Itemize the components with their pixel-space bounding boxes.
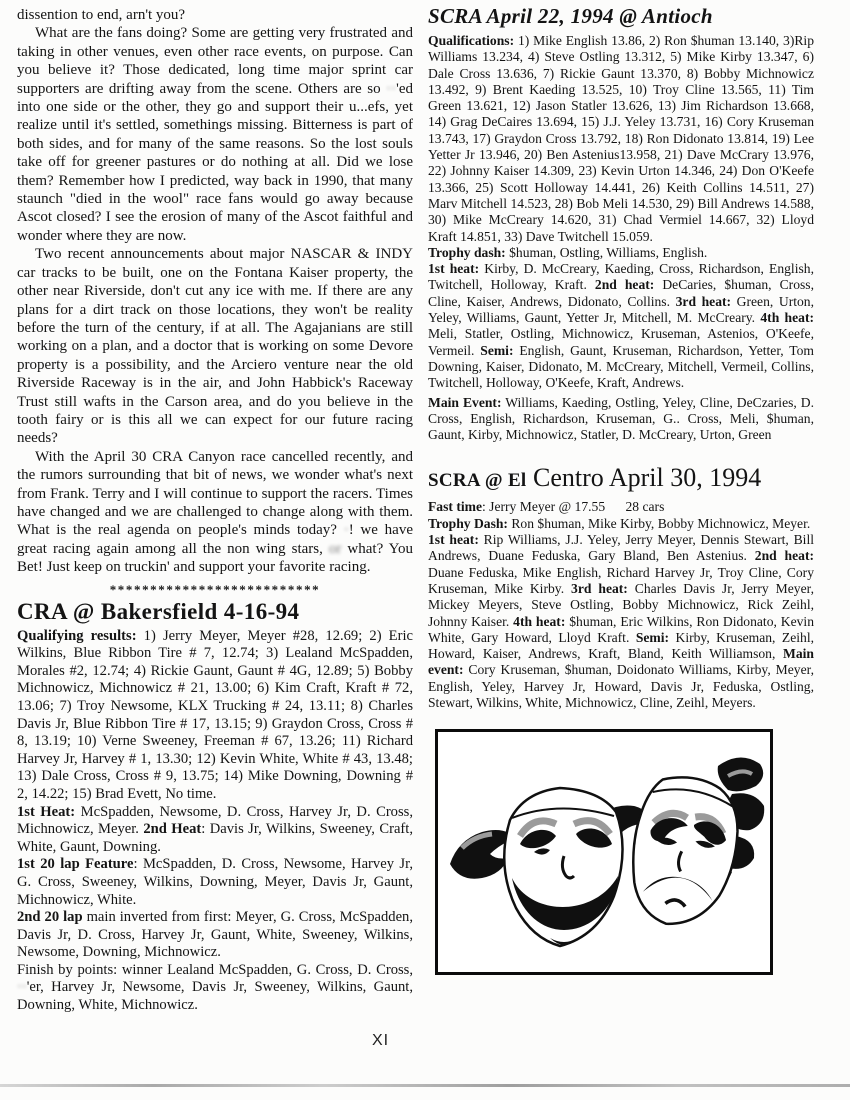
el-centro-heading-rest: Centro April 30, 1994	[526, 463, 762, 493]
el-centro-trophy-dash: Trophy Dash: Ron $human, Mike Kirby, Bobby Michnowicz, Meyer.	[428, 515, 811, 531]
antioch-heats: 1st heat: Kirby, D. McCreary, Kaeding, Cross, Richardson, English, Twitchell, Holloway, Kraft. 2nd heat: DeCaries, $human, Cross, Cline, Kaiser, Andrews, Didonato, Collins. 3rd heat: Green, Urton, Yeley, Williams, Gaunt, Yetter Jr, Mitchell, M. McCreary. 4th heat: Meli, Statler, Ostling, Michnowicz, Kruseman, Astenios, O'Keefe, Vermeil. Semi: English, Gaunt, Kruseman, Richardson, Yetter, Tom Downing, Kaiser, Didonato, M. McCreary, Mitchell, Vermeil, Collins, Twitchell, Holloway, O'Keefe, Kraft, Andrews.	[428, 261, 815, 391]
intro-paragraph-tracks: Two recent announcements about major NASCAR & INDY car tracks to be built, one on the Fontana Kaiser property, the other near Riverside, don't cut any ice with me. If there are any plans for a dirt track on those locations, they won't be reality before the turn of the century, if at all. The Agajanians are still working on a plan, and a doctor that is working on some Devore property is a possibility, and the Arciero venture near the old Riverside Raceway is in the air, and John Habbick's Raceway Trust still wafts in the Carson area, and do you believe in the tooth fairy or is this all we can expect for our future racing needs?	[17, 246, 413, 447]
el-centro-heading	[428, 463, 814, 496]
el-centro-heats: 1st heat: Rip Williams, J.J. Yeley, Jerry Meyer, Dennis Stewart, Bill Andrews, Duane Feduska, Gary Bland, Ben Astenius. 2nd heat: Duane Feduska, Mike English, Richard Harvey Jr, Troy Cline, Cory Kruseman, Mike Kirby. 3rd heat: Charles Davis Jr, Jerry Meyer, Mickey Meyers, Steve Ostling, Bobby Michnowicz, Rick Zeihl, Johnny Kaiser. 4th heat: $human, Eric Wilkins, Ron Didonato, Kevin White, Gary Howard, Lloyd Kraft. Semi: Kirby, Kruseman, Zeihl, Howard, Kaiser, Andrews, Kraft, Bland, Keith Williamson, Main event: Cory Kruseman, $human, Doidonato Williams, Kirby, Meyer, English, Yeley, Harvey Jr, Howard, Davis Jr, Feduska, Ostling, Stewart, Wilkins, White, Michnowicz, Cline, Zeihl, Meyers.	[428, 532, 815, 710]
page-number: XI	[372, 1032, 390, 1049]
el-centro-fast-time: Fast time: Jerry Meyer @ 17.55 28 cars	[428, 499, 665, 515]
antioch-trophy-dash: Trophy dash: $human, Ostling, Williams, English.	[428, 244, 708, 260]
antioch-qualifications: Qualifications: 1) Mike English 13.86, 2) Ron $human 13.140, 3)Rip Williams 13.234, 4) Steve Ostling 13.312, 5) Mike Kirby 13.347, 6) Dale Cross 13.636, 7) Rickie Gaunt 13.370, 8) Bobby Michnowicz 13.492, 9) Brent Kaeding 13.525, 10) Troy Cline 13.565, 11) Tim Green 13.621, 12) Jason Statler 13.626, 13) Jim Richardson 13.668, 14) Grag DeCaires 13.694, 15) J.J. Yeley 13.731, 16) Cory Kruseman 13.743, 17) Graydon Cross 13.792, 18) Ron Didonato 13.814, 19) Lee Yetter Jr 13.946, 20) Ben Astenius13.958, 21) Dave McCrary 13.976, 22) Johnny Kaiser 14.309, 23) Kevin Urton 14.346, 24) Don O'Keefe 13.366, 25) Scott Holloway 14.441, 26) Keith Collins 14.511, 27) Marv Mitchell 14.523, 28) Bob Meli 14.530, 29) Bill Andrews 14.588, 30) Mike McCreary 14.620, 31) Chad Vermiel 14.667, 32) Lloyd Kraft 14.851, 33) Dave Twitchell 15.059.	[428, 33, 814, 244]
comedy-tragedy-masks-image	[435, 729, 773, 975]
bakersfield-heading: CRA @ Bakersfield 4-16-94	[17, 598, 300, 624]
bakersfield-qualifying-results: Qualifying results: 1) Jerry Meyer, Meyer #28, 12.69; 2) Eric Wilkins, Blue Ribbon Tire # 7, 12.74; 3) Lealand McSpadden, Morales #2, 12.74; 4) Rickie Gaunt, Gaunt # 4G, 12.89; 5) Bobby Michnowicz, Michnowicz # 21, 13.00; 6) Kim Craft, Kraft # 72, 13.06; 7) Troy Newsome, KLX Trucking # 24, 13.11; 8) Charles Davis Jr, Blue Ribbon Tire # 17, 13.15; 9) Graydon Cross, Cross # 8, 13.19; 10) Verne Sweeney, Freeman # 67, 13.26; 11) Richard Harvey Jr, Harvey # 1, 13.30; 12) Kevin White, White # 43, 13.48; 13) Dale Cross, Cross # 9, 13.75; 14) Mike Downing, Downing # 2, 14.22; 15) Brad Evett, No time.	[17, 627, 413, 802]
scan-edge-line	[0, 1084, 850, 1087]
bakersfield-finish-by-points: Finish by points: winner Lealand McSpadden, G. Cross, D. Cross, ··'er, Harvey Jr, Newsome, Davis Jr, Sweeney, Wilkins, Gaunt, Downing, White, Michnowicz.	[17, 961, 413, 1014]
bakersfield-first-feature: 1st 20 lap Feature: McSpadden, D. Cross, Newsome, Harvey Jr, G. Cross, Sweeney, Wilkins, Downing, Meyer, Davis Jr, Gaunt, Michnowicz, White.	[17, 856, 413, 908]
intro-paragraph-fans: What are the fans doing? Some are getting very frustrated and taking in other venues, even other race events, on purpose. Can you believe it? Those dedicated, long time major sprint car supporters are drifting away from the scene. Others are so ··'ed into one side or the other, they go and support their u...efs, yet realize until it's settled, somethings missing. Bitterness is part of both sides, and for many of the same reasons. So the lost souls take off for greener pastures or do nothing at all. Did we lose them? Remember how I predicted, way back in 1990, that many staunch "died in the wool" race fans would go away because Ascot closed? I see the erosion of many of the Ascot faithful and wonder where they are now.	[17, 25, 413, 244]
bakersfield-heats: 1st Heat: McSpadden, Newsome, D. Cross, Harvey Jr, D. Cross, Michnowicz, Meyer. 2nd Heat: Davis Jr, Wilkins, Sweeney, Craft, White, Gaunt, Downing.	[17, 803, 413, 855]
comedy-tragedy-masks-illustration	[438, 732, 770, 972]
asterisk-divider: **************************	[109, 581, 321, 597]
intro-paragraph-canyon: With the April 30 CRA Canyon race cancelled recently, and the rumors surrounding that bit of news, we wonder what's next from Frank. Terry and I will continue to support the racers. Times have changed and we are challenged to change along with them. What is the real agenda on people's minds today? ·! we have great racing again among all the non wing stars, or what? You Bet! Just keep on truckin' and support your favorite racing.	[17, 448, 414, 576]
bakersfield-second-feature: 2nd 20 lap main inverted from first: Meyer, G. Cross, McSpadden, Davis Jr, D. Cross, Harvey Jr, Gaunt, White, Sweeney, Wilkins, Newsome, Downing, Michnowicz.	[17, 909, 414, 961]
antioch-main-event: Main Event: Williams, Kaeding, Ostling, Yeley, Cline, DeCzaries, D. Cross, English, Richardson, Kruseman, G.. Cross, Meli, $human, Gaunt, Kirby, Michnowicz, Statler, D. McCreary, Urton, Green	[428, 394, 815, 443]
left-column	[17, 6, 413, 1015]
right-column	[428, 2, 814, 975]
el-centro-heading-lead: SCRA @ El	[428, 470, 527, 492]
antioch-heading: SCRA April 22, 1994 @ Antioch	[428, 4, 713, 28]
intro-paragraph-continuation: dissention to end, arn't you?	[17, 7, 186, 23]
